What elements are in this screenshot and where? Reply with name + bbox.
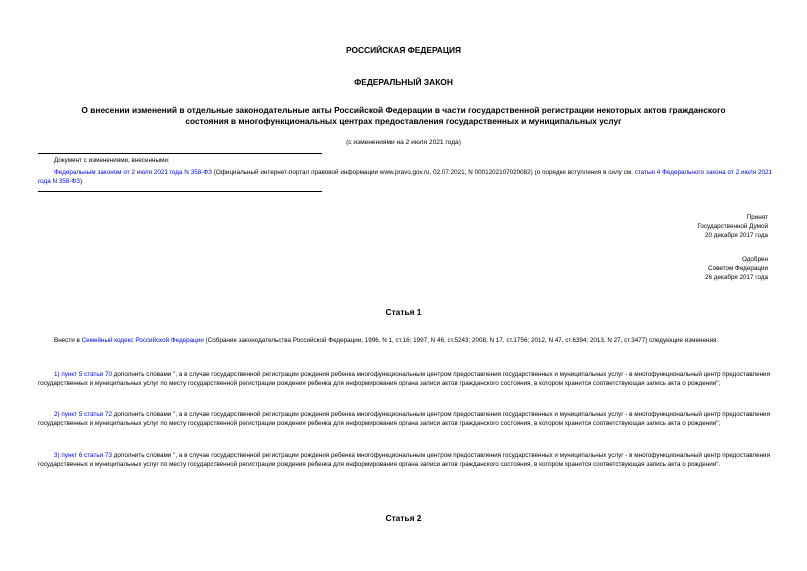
changes-body (38, 168, 772, 186)
item-text: дополнить словами ", а в случае государственной регистрации рождения ребенка многофункциональным центром предоставления государственных и муниципальных услуг - в многофункциональный центр предоставления государственных и муниципальных услуг по месту государственной регистрации рождения ребенка для информирования органа записи актов гражданского состояния, в котором хранится соответствующая запись акта о рождении"; (38, 371, 770, 388)
changes-heading: Документ с изменениями, внесенными: (54, 157, 170, 164)
approval-date: 26 декабря 2017 года (705, 274, 768, 282)
list-item (38, 370, 770, 388)
adoption-block-duma (697, 213, 768, 240)
list-item (38, 451, 770, 469)
intro-text-post: (Собрание законодательства Российской Федерации, 1996, N 1, ст.16; 1997, N 46, ст.5243; 2008, N 17, ст.1756; 2012, N 47, ст.6394; 2013, N 27, ст.3477) следующие изменения: (203, 337, 719, 344)
article-1-heading: Статья 1 (385, 307, 422, 317)
item-number-link[interactable]: 2) пункт 5 статьи 72 (54, 411, 112, 418)
article4-link[interactable]: статью 4 Федерального закона от 2 июля 2021 года N 358-ФЗ (38, 169, 773, 186)
changes-source-text: (Официальный интернет-портал правовой информации www.pravo.gov.ru, 02.07.2021, N 0001202107020082) (о порядке вступления в силу см. (211, 169, 635, 176)
intro-text-pre: Внести в (54, 337, 82, 344)
article-1-intro (38, 336, 770, 345)
changes-closing-text: ). (79, 178, 84, 186)
article-2-heading: Статья 2 (385, 513, 422, 523)
approval-body: Советом Федерации (708, 265, 768, 273)
adoption-date: 20 декабря 2017 года (705, 232, 768, 240)
adoption-status: Принят (746, 214, 768, 221)
country-heading: РОССИЙСКАЯ ФЕДЕРАЦИЯ (345, 45, 462, 55)
changes-top-divider (38, 153, 322, 154)
law-title: О внесении изменений в отдельные законодательные акты Российской Федерации в части государственной регистрации некоторых актов гражданского состояния в многофункциональных центрах предоставления государственных и муниципальных услуг (81, 105, 726, 127)
edition-note: (с изменениями на 2 июля 2021 года) (346, 139, 461, 146)
item-text: дополнить словами ", а в случае государственной регистрации рождения ребенка многофункциональным центром предоставления государственных и муниципальных услуг - в многофункциональный центр предоставления государственных и муниципальных услуг по месту государственной регистрации рождения ребенка для информирования органа записи актов гражданского состояния, в котором хранится соответствующая запись акта о рождении"; (38, 411, 770, 428)
amending-law-link[interactable]: Федеральным законом от 2 июля 2021 года N 358-ФЗ (54, 169, 212, 176)
list-item (38, 410, 770, 428)
item-number-link[interactable]: 3) пункт 6 статьи 73 (54, 452, 112, 459)
approval-status: Одобрен (741, 256, 768, 263)
adoption-block-council (705, 255, 768, 282)
doc-type-heading: ФЕДЕРАЛЬНЫЙ ЗАКОН (354, 77, 453, 87)
family-code-link[interactable]: Семейный кодекс Российской Федерации (81, 337, 204, 344)
item-text: дополнить словами ", а в случае государственной регистрации рождения ребенка многофункциональным центром предоставления государственных и муниципальных услуг - в многофункциональный центр предоставления государственных и муниципальных услуг по месту государственной регистрации рождения ребенка для информирования органа записи актов гражданского состояния, в котором хранится соответствующая запись акта о рождении". (38, 452, 770, 469)
item-number-link[interactable]: 1) пункт 5 статьи 70 (54, 371, 112, 378)
changes-bottom-divider (38, 191, 322, 192)
adoption-body: Государственной Думой (697, 223, 768, 231)
